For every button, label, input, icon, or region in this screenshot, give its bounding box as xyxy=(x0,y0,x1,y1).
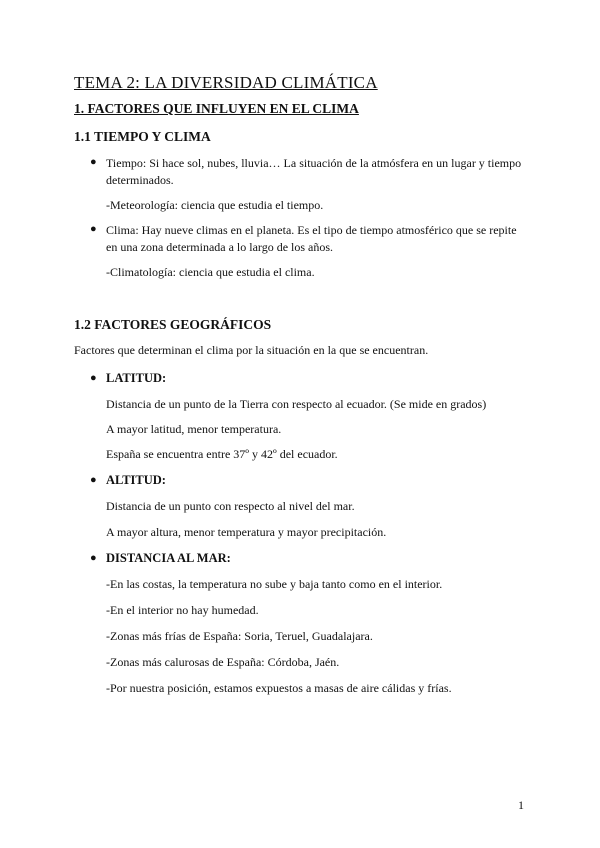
altitud-line: Distancia de un punto con respecto al nivel del mar. xyxy=(106,499,355,513)
distancia-line: -En el interior no hay humedad. xyxy=(106,603,259,617)
subsection-heading-tiempo-clima: 1.1 TIEMPO Y CLIMA xyxy=(74,129,211,144)
distancia-label: DISTANCIA AL MAR: xyxy=(106,551,231,565)
page-number: 1 xyxy=(518,798,524,812)
distancia-line: -En las costas, la temperatura no sube y baja tanto como en el interior. xyxy=(106,577,443,591)
clima-definition-line-2: en una zona determinada a lo largo de los años. xyxy=(106,240,334,254)
tiempo-definition-line-2: determinados. xyxy=(106,173,174,187)
climatologia-note: -Climatología: ciencia que estudia el clima. xyxy=(106,265,315,279)
distancia-line: -Zonas más calurosas de España: Córdoba, Jaén. xyxy=(106,655,340,669)
factores-intro: Factores que determinan el clima por la situación en la que se encuentran. xyxy=(74,343,429,357)
bullet-icon: ● xyxy=(90,372,97,384)
meteorologia-note: -Meteorología: ciencia que estudia el tiempo. xyxy=(106,198,324,212)
bullet-icon: ● xyxy=(90,156,97,168)
latitud-line: A mayor latitud, menor temperatura. xyxy=(106,422,282,436)
altitud-label: ALTITUD: xyxy=(106,473,166,487)
distancia-line: -Zonas más frías de España: Soria, Teruel, Guadalajara. xyxy=(106,629,373,643)
bullet-icon: ● xyxy=(90,474,97,486)
section-heading-factores: 1. FACTORES QUE INFLUYEN EN EL CLIMA xyxy=(74,101,359,116)
distancia-line: -Por nuestra posición, estamos expuestos a masas de aire cálidas y frías. xyxy=(106,681,452,695)
altitud-line: A mayor altura, menor temperatura y mayor precipitación. xyxy=(106,525,387,539)
clima-definition-line-1: Clima: Hay nueve climas en el planeta. Es el tipo de tiempo atmosférico que se repite xyxy=(106,223,517,237)
latitud-label: LATITUD: xyxy=(106,371,167,385)
latitud-line: España se encuentra entre 37º y 42º del ecuador. xyxy=(106,447,338,461)
latitud-line: Distancia de un punto de la Tierra con respecto al ecuador. (Se mide en grados) xyxy=(106,397,487,411)
subsection-heading-factores-geograficos: 1.2 FACTORES GEOGRÁFICOS xyxy=(74,317,272,332)
bullet-icon: ● xyxy=(90,552,97,564)
document-title: TEMA 2: LA DIVERSIDAD CLIMÁTICA xyxy=(74,73,378,92)
bullet-icon: ● xyxy=(90,223,97,235)
tiempo-definition-line-1: Tiempo: Si hace sol, nubes, lluvia… La situación de la atmósfera en un lugar y tiempo xyxy=(106,156,522,170)
